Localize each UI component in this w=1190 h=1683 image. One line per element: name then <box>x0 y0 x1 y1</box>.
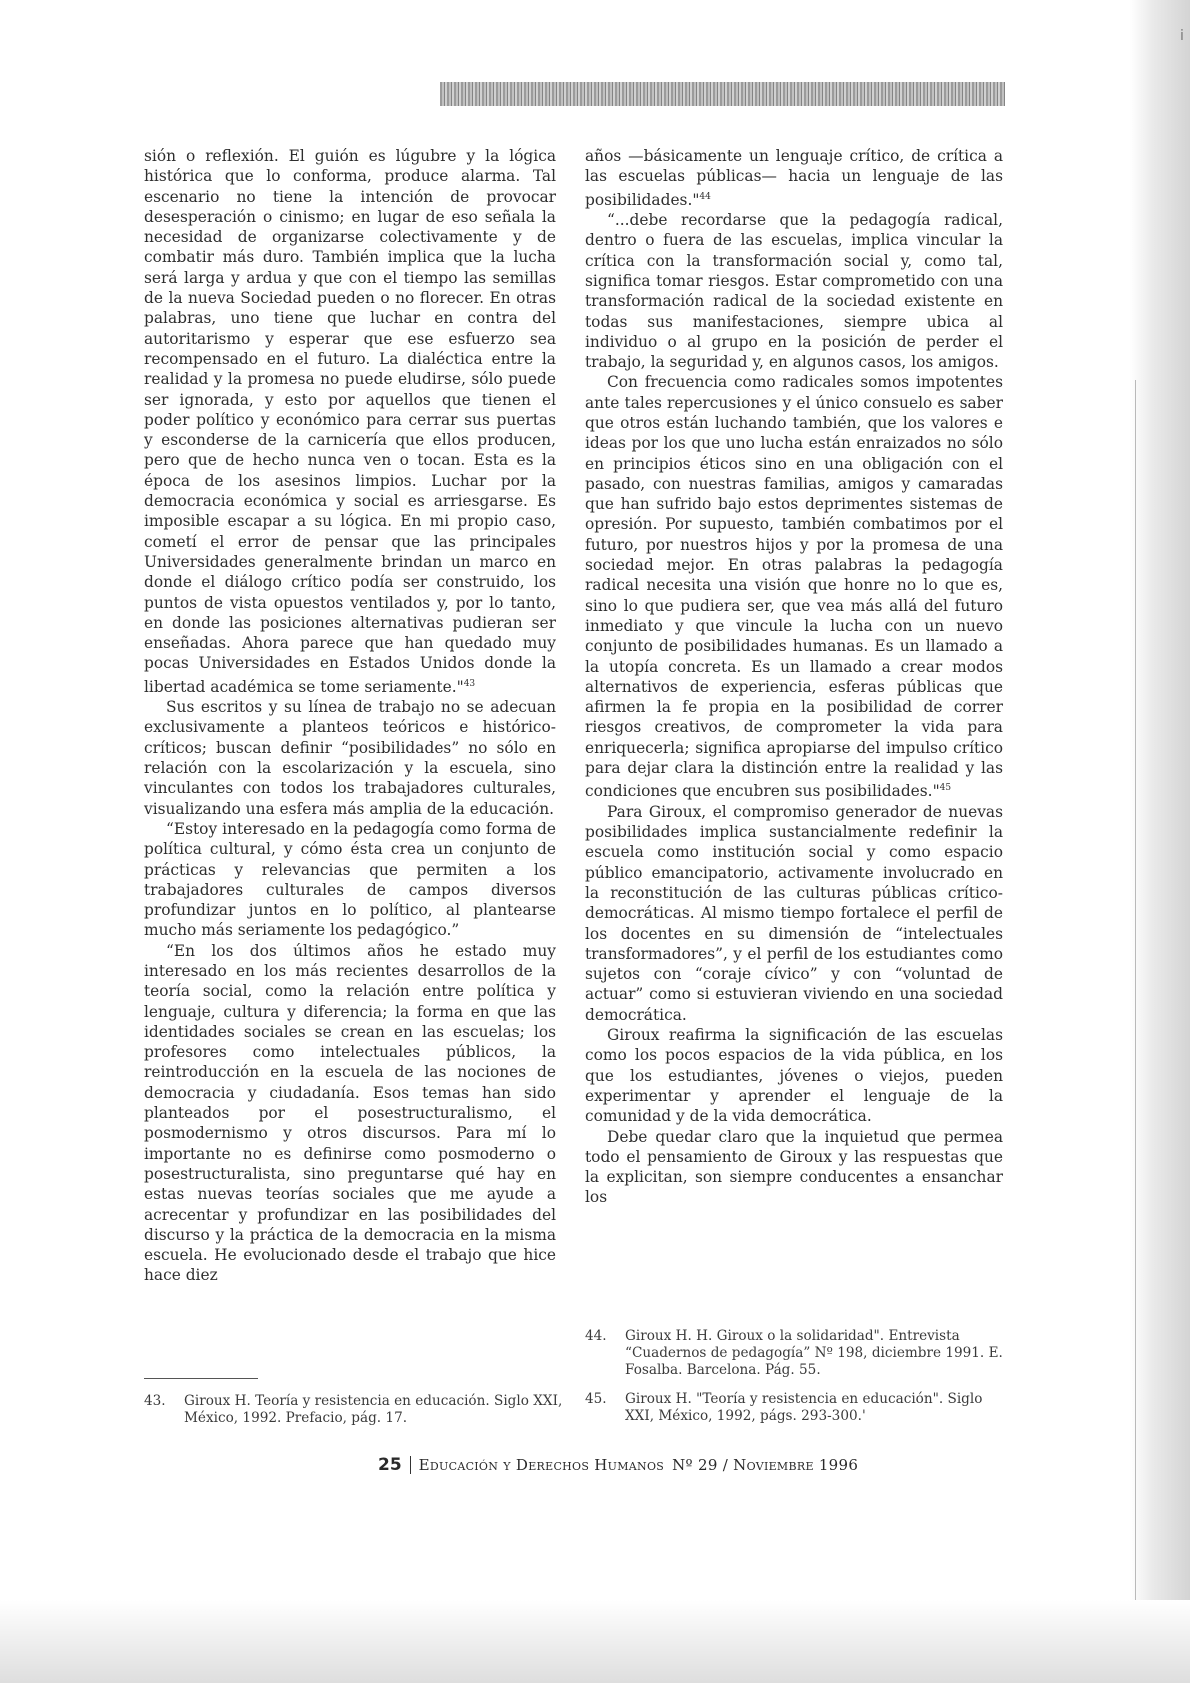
footnote-45 <box>585 1391 1005 1425</box>
footnote-number: 43. <box>144 1393 166 1409</box>
right-paragraph-4: Para Giroux, el compromiso generador de nuevas posibilidades implica sustancialmente redefinir la escuela como institución social y como espacio público emancipatorio, activamente involucrado en la reconstitución de las culturas públicas crítico-democráticas. Al mismo tiempo fortalece el perfil de los docentes en su dimensión de “intelectuales transformadores”, y el perfil de los estudiantes como sujetos con “coraje cívico” y con “voluntad de actuar” como si estuvieran viviendo en una sociedad democrática. <box>585 802 1003 1024</box>
footnote-ref-45: 45 <box>939 783 952 794</box>
page-footer <box>378 1455 938 1475</box>
scan-artifact-mark: ⅰ <box>1180 28 1184 44</box>
footnote-text: Giroux H. Teoría y resistencia en educación. Siglo XXI, México, 1992. Prefacio, pág. 17. <box>184 1393 563 1426</box>
right-text-column <box>585 146 1003 1208</box>
footer-separator <box>410 1456 411 1474</box>
footnote-rule <box>144 1378 258 1379</box>
left-text-column <box>144 146 556 1286</box>
footnote-43 <box>144 1393 564 1427</box>
footnote-text: Giroux H. "Teoría y resistencia en educación". Siglo XXI, México, 1992, págs. 293-300.' <box>625 1391 983 1424</box>
scan-shadow-right <box>1130 0 1190 1683</box>
left-paragraph-2: Sus escritos y su línea de trabajo no se adecuan exclusivamente a planteos teóricos e histórico-críticos; buscan definir “posibilidades” no sólo en relación con la escolarización y la escuela, sino vinculantes con todos los trabajadores culturales, visualizando una esfera más amplia de la educación. <box>144 698 556 818</box>
right-paragraph-3: Con frecuencia como radicales somos impotentes ante tales repercusiones y el único consuelo es saber que otros están luchando también, que los valores e ideas por los que uno lucha están enraizados no sólo en principios éticos sino en una obligación con el pasado, con nuestras familias, amigos y camaradas que han sufrido bajo estos deprimentes sistemas de opresión. Por supuesto, también combatimos por el futuro, por nuestros hijos y por la promesa de una sociedad mejor. En otras palabras la pedagogía radical necesita una visión que honre no lo que es, sino lo que pudiera ser, que vea más allá del futuro inmediato y que vincule la lucha con un nuevo conjunto de posibilidades humanas. Es un llamado a la utopía concreta. Es un llamado a crear modos alternativos de experiencia, esferas públicas que afirmen la fe propia en la posibilidad de correr riesgos creativos, de comprometer la vida para enriquecerla; significa apropiarse del impulso crítico para dejar clara la distinción entre la realidad y las condiciones que encubren sus posibilidades."$^{45}$ <box>585 373 1003 801</box>
footnote-text: Giroux H. H. Giroux o la solidaridad". Entrevista “Cuadernos de pedagogía” Nº 198, diciembre 1991. E. Fosalba. Barcelona. Pág. 55. <box>625 1328 1003 1378</box>
footnotes-right <box>585 1328 1005 1437</box>
footnote-ref-43: 43 <box>463 678 476 689</box>
right-paragraph-2: “...debe recordarse que la pedagogía radical, dentro o fuera de las escuelas, implica vincular la crítica con la transformación social y, como tal, significa tomar riesgos. Estar comprometido con una transformación radical de la sociedad existente en todas sus manifestaciones, siempre ubica al individuo o al grupo en la posición de perder el trabajo, la seguridad y, en algunos casos, los amigos. <box>585 211 1003 372</box>
footnote-ref-44: 44 <box>699 191 711 202</box>
page-number: 25 <box>378 1455 402 1475</box>
left-paragraph-1: sión o reflexión. El guión es lúgubre y la lógica histórica que lo conforma, produce alarma. Tal escenario no tiene la intención de provocar desesperación o cinismo; en lugar de eso señala la necesidad de organizarse colectivamente y de combatir más duro. También implica que la lucha será larga y ardua y que con el tiempo las semillas de la nueva Sociedad pueden o no florecer. En otras palabras, uno tiene que luchar en contra del autoritarismo y esperar que ese esfuerzo sea recompensado en el futuro. La dialéctica entre la realidad y la promesa no puede eludirse, sólo puede ser ignorada, y esto por aquellos que tienen el poder político y económico para cerrar sus puertas y esconderse de la carnicería que ellos producen, pero que de hecho nunca ven o tocan. Esta es la época de los asesinos limpios. Luchar por la democracia económica y social es arriesgarse. Es imposible escapar a su lógica. En mi propio caso, cometí el error de pensar que las principales Universidades generalmente brindan un marco en donde el diálogo crítico podía ser construido, los puntos de vista opuestos ventilados y, por lo tanto, en donde las posiciones alternativas pudieran ser enseñadas. Ahora parece que han quedado muy pocas Universidades en Estados Unidos donde la libertad académica se tome seriamente."$^{43}$ <box>144 147 556 696</box>
footnote-number: 44. <box>585 1328 607 1344</box>
right-paragraph-6: Debe quedar claro que la inquietud que permea todo el pensamiento de Giroux y las respuestas que la explicitan, son siempre conducentes a ensanchar los <box>585 1127 1003 1207</box>
footnotes-left <box>144 1393 564 1439</box>
right-paragraph-1: años —básicamente un lenguaje crítico, de crítica a las escuelas públicas— hacia un lenguaje de las posibilidades."$^{44}$ <box>585 147 1003 209</box>
page-edge-line <box>1135 380 1136 1600</box>
left-paragraph-4: “En los dos últimos años he estado muy interesado en los más recientes desarrollos de la teoría social, como la relación entre política y lenguaje, cultura y diferencia; la forma en que las identidades sociales se crean en las escuelas; los profesores como intelectuales públicos, la reintroducción en la escuela de las nociones de democracia y ciudadanía. Esos temas han sido planteados por el posestructuralismo, el posmodernismo y otros discursos. Para mí lo importante no es definirse como posmoderno o posestructuralista, sino preguntarse qué hay en estas nuevas teorías sociales que me ayude a acrecentar y profundizar en las posibilidades del discurso y la práctica de la democracia en la misma escuela. He evolucionado desde el trabajo que hice hace diez <box>144 941 556 1285</box>
footnote-number: 45. <box>585 1391 607 1407</box>
publication-name: Educación y Derechos Humanos <box>418 1456 665 1474</box>
header-decorative-bar <box>440 82 1005 106</box>
right-paragraph-5: Giroux reafirma la significación de las escuelas como los pocos espacios de la vida pública, en los que los estudiantes, jóvenes o viejos, pueden experimentar y aprender el lenguaje de la comunidad y de la vida democrática. <box>585 1026 1003 1126</box>
issue-info: Nº 29 / Noviembre 1996 <box>672 1456 859 1474</box>
footnote-44 <box>585 1328 1005 1379</box>
left-paragraph-3: “Estoy interesado en la pedagogía como forma de política cultural, y cómo ésta crea un conjunto de prácticas y relevancias que permiten a los trabajadores culturales de campos diversos profundizar juntos en lo político, al plantearse mucho más seriamente los pedagógico.” <box>144 819 556 940</box>
scan-shadow-bottom <box>0 1600 1190 1683</box>
